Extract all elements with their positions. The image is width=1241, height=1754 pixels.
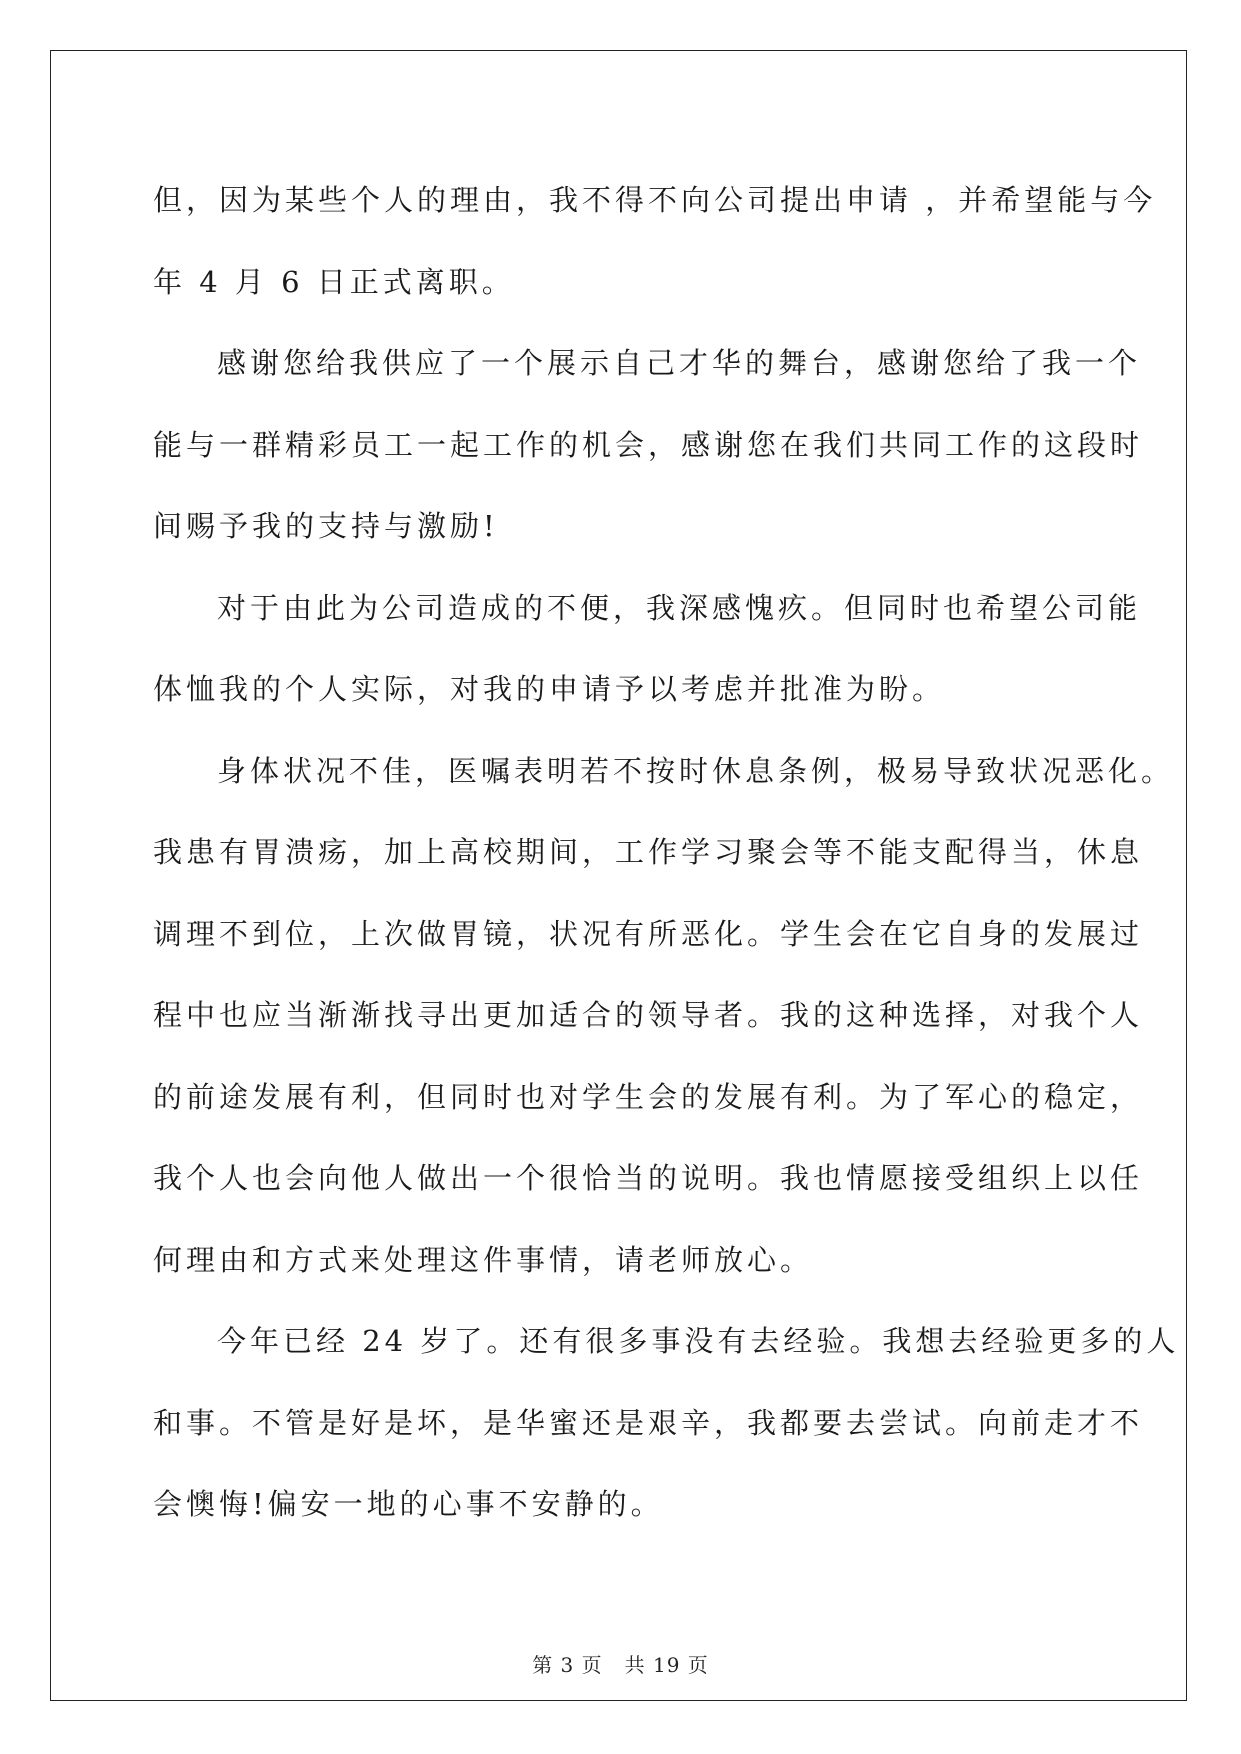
text-line: 体恤我的个人实际，对我的申请予以考虑并批准为盼。 <box>153 672 946 706</box>
text-line: 今年已经 24 岁了。还有很多事没有去经验。我想去经验更多的人 <box>217 1324 1180 1358</box>
document-body <box>153 160 1180 1546</box>
text-line: 和事。不管是好是坏，是华蜜还是艰辛，我都要去尝试。向前走才不 <box>153 1405 1144 1440</box>
text-line: 调理不到位，上次做胃镜，状况有所恶化。学生会在它自身的发展过 <box>153 916 1144 951</box>
text-line: 程中也应当渐渐找寻出更加适合的领导者。我的这种选择，对我个人 <box>153 998 1144 1032</box>
text-line: 年 4 月 6 日正式离职。 <box>153 264 515 299</box>
text-line: 间赐予我的支持与激励! <box>153 509 499 543</box>
text-line: 身体状况不佳，医嘱表明若不按时休息条例，极易导致状况恶化。 <box>217 753 1175 788</box>
text-line: 何理由和方式来处理这件事情，请老师放心。 <box>153 1242 814 1277</box>
text-line: 感谢您给我供应了一个展示自己才华的舞台，感谢您给了我一个 <box>217 346 1142 380</box>
text-line: 会懊悔!偏安一地的心事不安静的。 <box>153 1487 664 1521</box>
text-line: 的前途发展有利，但同时也对学生会的发展有利。为了军心的稳定， <box>153 1079 1144 1114</box>
text-line: 我患有胃溃疡，加上高校期间，工作学习聚会等不能支配得当，休息 <box>153 835 1144 869</box>
text-line: 对于由此为公司造成的不便，我深感愧疚。但同时也希望公司能 <box>217 590 1142 625</box>
text-line: 我个人也会向他人做出一个很恰当的说明。我也情愿接受组织上以任 <box>153 1161 1144 1195</box>
text-line: 但，因为某些个人的理由，我不得不向公司提出申请 ，并希望能与今 <box>153 183 1157 217</box>
text-line: 能与一群精彩员工一起工作的机会，感谢您在我们共同工作的这段时 <box>153 427 1144 462</box>
page-number: 第 3 页 <box>532 1653 603 1677</box>
page-total: 共 19 页 <box>624 1653 709 1677</box>
page-footer <box>0 1649 1241 1678</box>
